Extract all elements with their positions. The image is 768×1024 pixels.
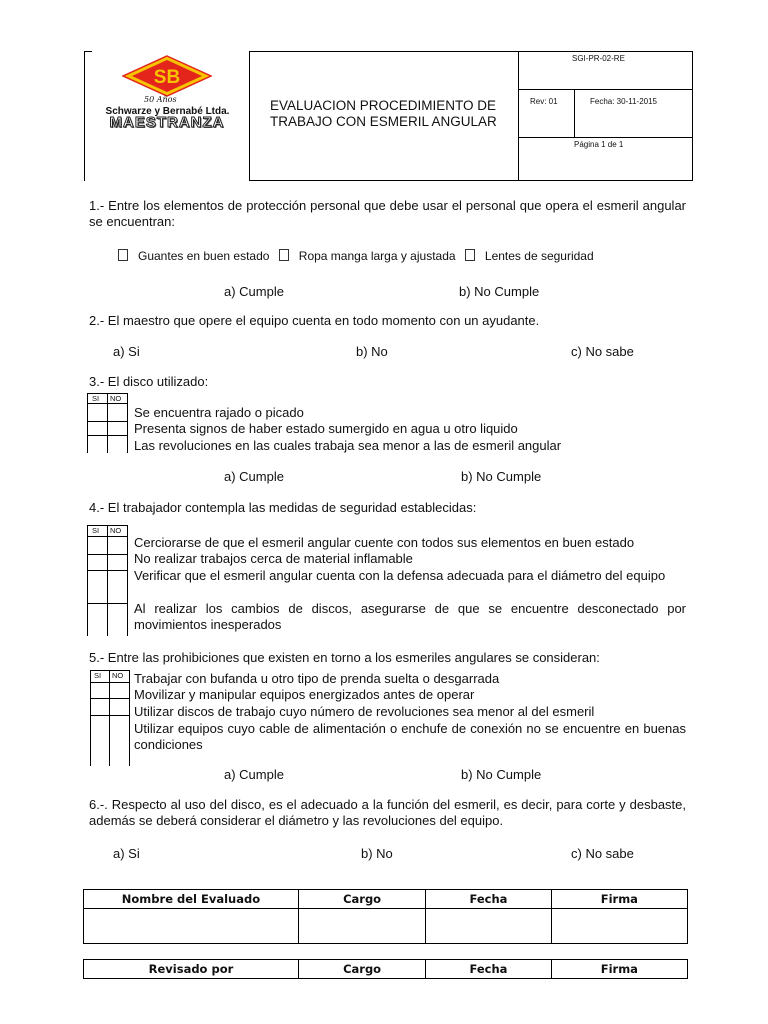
q4-item-4: Al realizar los cambios de discos, asegurarse de que se encuentre desconectado por movimientos inesperados xyxy=(134,601,686,632)
company-logo-icon xyxy=(122,55,212,97)
q4-item-3: Verificar que el esmeril angular cuenta con la defensa adecuada para el diámetro del equipo xyxy=(134,568,666,583)
q5-si-label: SI xyxy=(94,671,102,680)
issue-date: Fecha: 30-11-2015 xyxy=(590,97,658,106)
q3-si-label: SI xyxy=(92,394,100,403)
page-number: Página 1 de 1 xyxy=(574,140,624,149)
header-nombre-evaluado: Nombre del Evaluado xyxy=(84,890,299,909)
q3-item-3: Las revoluciones en las cuales trabaja sea menor a las de esmeril angular xyxy=(134,438,562,453)
q3-option-b[interactable]: b) No Cumple xyxy=(461,469,542,484)
checkbox-guantes[interactable] xyxy=(118,249,128,261)
q5-si-no-grid xyxy=(90,670,130,766)
q5-item-4: Utilizar equipos cuyo cable de alimentación o enchufe de conexión no se encuentre en buenas condiciones xyxy=(134,721,686,752)
document-header xyxy=(84,51,693,181)
q4-item-2: No realizar trabajos cerca de material inflamable xyxy=(134,551,413,566)
question-5: 5.- Entre las prohibiciones que existen en torno a los esmeriles angulares se consideran: xyxy=(89,650,600,665)
revision: Rev: 01 xyxy=(530,97,558,106)
header-cargo: Cargo xyxy=(298,890,425,909)
q6-option-b[interactable]: b) No xyxy=(361,846,393,861)
logo-anos: 50 Años xyxy=(144,95,177,104)
checkbox-lentes[interactable] xyxy=(465,249,475,261)
input-firma[interactable] xyxy=(551,909,687,944)
q2-option-a[interactable]: a) Si xyxy=(113,344,140,359)
q4-no-label: NO xyxy=(110,526,122,535)
q5-option-b[interactable]: b) No Cumple xyxy=(461,767,542,782)
header-revisado-por: Revisado por xyxy=(84,960,299,979)
q5-option-a[interactable]: a) Cumple xyxy=(224,767,284,782)
q4-si-no-grid xyxy=(87,525,128,636)
question-2: 2.- El maestro que opere el equipo cuenta en todo momento con un ayudante. xyxy=(89,313,540,328)
question-1: 1.- Entre los elementos de protección personal que debe usar el personal que opera el esmeril angular se encuentran: xyxy=(89,198,686,229)
q3-si-no-grid xyxy=(87,393,128,453)
title-line-1: EVALUACION PROCEDIMIENTO DE xyxy=(270,98,497,113)
checkbox-ropa[interactable] xyxy=(279,249,289,261)
q2-option-c[interactable]: c) No sabe xyxy=(571,344,634,359)
header-fecha-2: Fecha xyxy=(426,960,551,979)
q3-item-2: Presenta signos de haber estado sumergido en agua u otro liquido xyxy=(134,421,518,436)
reviewed-table xyxy=(83,959,688,979)
input-fecha[interactable] xyxy=(426,909,551,944)
header-fecha: Fecha xyxy=(426,890,551,909)
q3-item-1: Se encuentra rajado o picado xyxy=(134,405,304,420)
document-title xyxy=(270,98,497,130)
header-cargo-2: Cargo xyxy=(298,960,425,979)
header-firma-2: Firma xyxy=(551,960,687,979)
question-3: 3.- El disco utilizado: xyxy=(89,374,209,389)
input-nombre-evaluado[interactable] xyxy=(84,909,299,944)
q4-si-label: SI xyxy=(92,526,100,535)
q6-option-c[interactable]: c) No sabe xyxy=(571,846,634,861)
q5-item-2: Movilizar y manipular equipos energizados antes de operar xyxy=(134,687,475,702)
q5-item-3: Utilizar discos de trabajo cuyo número de revoluciones sea menor al del esmeril xyxy=(134,704,595,719)
question-4: 4.- El trabajador contempla las medidas de seguridad establecidas: xyxy=(89,500,477,515)
q3-no-label: NO xyxy=(110,394,122,403)
question-6: 6.-. Respecto al uso del disco, es el adecuado a la función del esmeril, es decir, para corte y desbaste, además se deberá considerar el diámetro y las revoluciones del equipo. xyxy=(89,797,686,828)
q5-no-label: NO xyxy=(112,671,124,680)
q2-option-b[interactable]: b) No xyxy=(356,344,388,359)
q1-option-a[interactable]: a) Cumple xyxy=(224,284,284,299)
header-firma: Firma xyxy=(551,890,687,909)
q5-item-1: Trabajar con bufanda u otro tipo de prenda suelta o desgarrada xyxy=(134,671,500,686)
document-code: SGI-PR-02-RE xyxy=(572,54,625,63)
evaluated-table xyxy=(83,889,688,944)
title-line-2: TRABAJO CON ESMERIL ANGULAR xyxy=(270,114,497,129)
check-label-ropa: Ropa manga larga y ajustada xyxy=(298,249,456,263)
check-label-guantes: Guantes en buen estado xyxy=(138,249,270,263)
q1-option-b[interactable]: b) No Cumple xyxy=(459,284,540,299)
q3-option-a[interactable]: a) Cumple xyxy=(224,469,284,484)
q4-item-1: Cerciorarse de que el esmeril angular cuente con todos sus elementos en buen estado xyxy=(134,535,635,550)
logo-initials: SB xyxy=(153,67,181,88)
input-cargo[interactable] xyxy=(298,909,425,944)
logo-maestranza: MAESTRANZA xyxy=(109,114,225,131)
check-label-lentes: Lentes de seguridad xyxy=(484,249,594,263)
q1-checklist xyxy=(118,249,594,263)
q6-option-a[interactable]: a) Si xyxy=(113,846,140,861)
logo-company-name: Schwarze y Bernabé Ltda. xyxy=(105,106,230,117)
